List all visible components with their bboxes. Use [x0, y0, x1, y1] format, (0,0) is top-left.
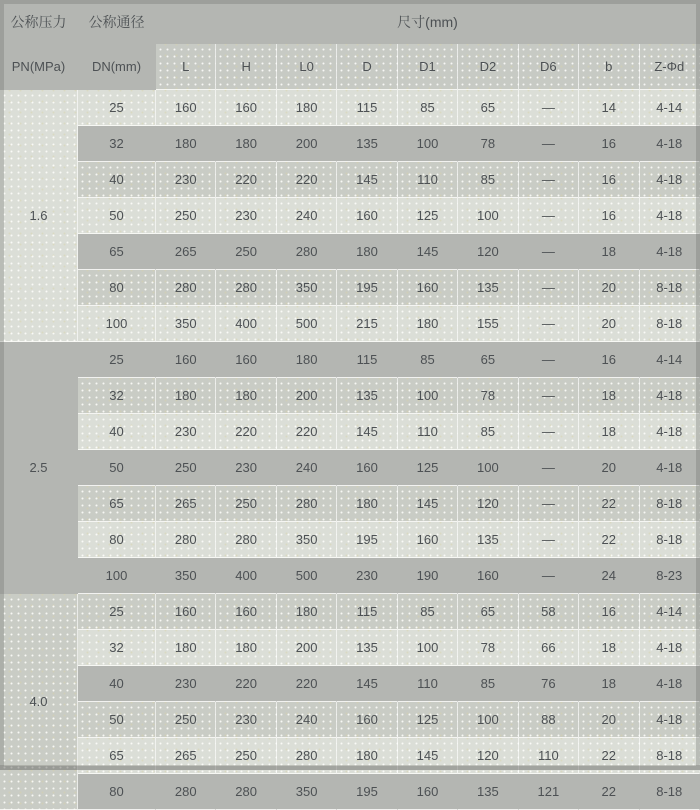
table-row	[0, 594, 700, 630]
dim-value-cell: 145	[398, 738, 458, 774]
dim-value-cell: 220	[277, 666, 337, 702]
pn-group-cell: 4.0	[0, 594, 78, 810]
header-row-columns	[0, 44, 700, 90]
size-col-header: b	[579, 44, 639, 90]
dim-value-cell: 180	[156, 378, 216, 414]
dim-value-cell: 240	[277, 702, 337, 738]
dim-value-cell: 145	[398, 486, 458, 522]
dim-value-cell: 350	[277, 774, 337, 810]
dim-value-cell: 180	[216, 126, 276, 162]
dim-value-cell: —	[519, 270, 579, 306]
size-col-header: L0	[277, 44, 337, 90]
dim-value-cell: 120	[458, 738, 518, 774]
dim-value-cell: 280	[156, 270, 216, 306]
dim-value-cell: —	[519, 558, 579, 594]
dim-value-cell: 18	[579, 666, 639, 702]
table-row	[0, 90, 700, 126]
dim-value-cell: 280	[216, 522, 276, 558]
dim-value-cell: 24	[579, 558, 639, 594]
dim-value-cell: 250	[156, 450, 216, 486]
dim-value-cell: 250	[216, 738, 276, 774]
dim-value-cell: 110	[398, 666, 458, 702]
dn-cell: 50	[78, 702, 156, 738]
dim-value-cell: 240	[277, 450, 337, 486]
dn-cell: 100	[78, 306, 156, 342]
dim-value-cell: 121	[519, 774, 579, 810]
dim-value-cell: 120	[458, 234, 518, 270]
dim-value-cell: 78	[458, 630, 518, 666]
dim-value-cell: 4-14	[640, 90, 700, 126]
dn-cell: 65	[78, 738, 156, 774]
dim-value-cell: 280	[156, 774, 216, 810]
dim-value-cell: 220	[216, 162, 276, 198]
dim-value-cell: 250	[216, 486, 276, 522]
dim-value-cell: —	[519, 234, 579, 270]
pn-title: 公称压力	[0, 0, 78, 44]
dim-value-cell: 230	[156, 666, 216, 702]
dim-value-cell: 280	[277, 486, 337, 522]
dim-value-cell: 125	[398, 702, 458, 738]
dim-value-cell: 160	[398, 270, 458, 306]
dim-value-cell: 85	[458, 162, 518, 198]
dim-value-cell: 66	[519, 630, 579, 666]
dn-title: 公称通径	[78, 0, 156, 44]
dim-value-cell: 16	[579, 594, 639, 630]
dim-value-cell: 195	[337, 774, 397, 810]
dim-value-cell: 180	[337, 234, 397, 270]
size-col-header: Z-Φd	[640, 44, 700, 90]
dim-value-cell: 8-18	[640, 738, 700, 774]
dim-value-cell: 100	[398, 378, 458, 414]
dim-value-cell: 85	[398, 594, 458, 630]
dim-value-cell: —	[519, 342, 579, 378]
dim-value-cell: 85	[458, 414, 518, 450]
dim-value-cell: 145	[398, 234, 458, 270]
table-row	[0, 774, 700, 810]
dn-cell: 50	[78, 198, 156, 234]
dim-value-cell: 8-18	[640, 774, 700, 810]
dim-value-cell: 100	[458, 198, 518, 234]
dim-value-cell: 230	[337, 558, 397, 594]
table-row	[0, 306, 700, 342]
dim-value-cell: —	[519, 126, 579, 162]
dim-value-cell: 350	[156, 558, 216, 594]
table-row	[0, 666, 700, 702]
dim-value-cell: 500	[277, 306, 337, 342]
dim-value-cell: 230	[216, 702, 276, 738]
dn-cell: 32	[78, 378, 156, 414]
dim-value-cell: —	[519, 414, 579, 450]
table-row	[0, 234, 700, 270]
dn-cell: 65	[78, 234, 156, 270]
dim-value-cell: 115	[337, 342, 397, 378]
dim-value-cell: 20	[579, 702, 639, 738]
dim-value-cell: 190	[398, 558, 458, 594]
dim-value-cell: 220	[216, 414, 276, 450]
table-row	[0, 486, 700, 522]
table-row	[0, 270, 700, 306]
dim-value-cell: 280	[156, 522, 216, 558]
dim-value-cell: 265	[156, 234, 216, 270]
dim-value-cell: —	[519, 306, 579, 342]
dim-value-cell: 20	[579, 306, 639, 342]
dim-value-cell: 4-18	[640, 162, 700, 198]
dim-value-cell: 18	[579, 414, 639, 450]
pn-group-cell: 1.6	[0, 90, 78, 342]
dim-value-cell: 120	[458, 486, 518, 522]
dn-unit-header: DN(mm)	[78, 44, 156, 90]
dim-value-cell: 58	[519, 594, 579, 630]
table-row	[0, 522, 700, 558]
table-row	[0, 738, 700, 774]
dim-value-cell: 4-18	[640, 126, 700, 162]
dim-value-cell: 500	[277, 558, 337, 594]
dim-value-cell: 65	[458, 594, 518, 630]
dim-value-cell: 265	[156, 738, 216, 774]
size-col-header: L	[156, 44, 216, 90]
dim-value-cell: 65	[458, 342, 518, 378]
dim-value-cell: 22	[579, 738, 639, 774]
table-header	[0, 0, 700, 90]
dim-value-cell: 4-18	[640, 450, 700, 486]
dim-value-cell: 88	[519, 702, 579, 738]
dn-cell: 25	[78, 90, 156, 126]
dim-value-cell: 78	[458, 126, 518, 162]
dim-value-cell: 250	[156, 198, 216, 234]
dim-value-cell: 160	[337, 702, 397, 738]
dim-value-cell: 18	[579, 378, 639, 414]
dim-value-cell: 180	[216, 378, 276, 414]
dim-value-cell: 230	[156, 162, 216, 198]
dim-value-cell: 160	[156, 90, 216, 126]
dim-value-cell: 160	[458, 558, 518, 594]
dim-value-cell: 78	[458, 378, 518, 414]
header-row-titles	[0, 0, 700, 44]
dim-value-cell: 4-18	[640, 414, 700, 450]
dim-value-cell: 160	[337, 198, 397, 234]
dim-value-cell: 8-18	[640, 486, 700, 522]
dim-value-cell: 145	[337, 666, 397, 702]
size-col-header: D2	[458, 44, 518, 90]
dim-value-cell: 85	[398, 90, 458, 126]
dim-value-cell: 180	[337, 738, 397, 774]
dn-cell: 65	[78, 486, 156, 522]
dim-value-cell: 195	[337, 270, 397, 306]
dim-value-cell: 220	[277, 414, 337, 450]
dim-value-cell: 230	[216, 198, 276, 234]
size-col-header: D1	[398, 44, 458, 90]
dim-value-cell: 200	[277, 378, 337, 414]
dim-value-cell: 180	[277, 342, 337, 378]
dim-value-cell: 4-18	[640, 666, 700, 702]
dim-value-cell: 350	[277, 270, 337, 306]
dim-value-cell: 250	[216, 234, 276, 270]
dim-value-cell: 155	[458, 306, 518, 342]
dim-value-cell: 160	[216, 594, 276, 630]
pn-unit-header: PN(MPa)	[0, 44, 78, 90]
dim-value-cell: 4-14	[640, 342, 700, 378]
dim-value-cell: 145	[337, 162, 397, 198]
dim-value-cell: 180	[277, 90, 337, 126]
dim-value-cell: 16	[579, 162, 639, 198]
dim-value-cell: —	[519, 198, 579, 234]
dim-value-cell: 20	[579, 450, 639, 486]
dim-value-cell: 100	[398, 126, 458, 162]
dim-value-cell: 200	[277, 126, 337, 162]
dim-value-cell: 4-18	[640, 702, 700, 738]
dn-cell: 100	[78, 558, 156, 594]
dim-value-cell: 180	[156, 126, 216, 162]
dim-value-cell: 280	[216, 270, 276, 306]
dim-value-cell: 22	[579, 486, 639, 522]
table-row	[0, 702, 700, 738]
dim-value-cell: 125	[398, 198, 458, 234]
dim-value-cell: 110	[519, 738, 579, 774]
dim-value-cell: 180	[398, 306, 458, 342]
dim-value-cell: 16	[579, 198, 639, 234]
dim-value-cell: 200	[277, 630, 337, 666]
dim-value-cell: 135	[337, 630, 397, 666]
dn-cell: 40	[78, 414, 156, 450]
dim-value-cell: 22	[579, 522, 639, 558]
dim-value-cell: 180	[156, 630, 216, 666]
dim-value-cell: 4-18	[640, 378, 700, 414]
table-row	[0, 198, 700, 234]
dim-value-cell: 85	[398, 342, 458, 378]
dim-value-cell: —	[519, 522, 579, 558]
table-row	[0, 558, 700, 594]
table-row	[0, 630, 700, 666]
dn-cell: 40	[78, 162, 156, 198]
dim-value-cell: 215	[337, 306, 397, 342]
dim-value-cell: 240	[277, 198, 337, 234]
dim-value-cell: 400	[216, 558, 276, 594]
table-row	[0, 342, 700, 378]
dim-value-cell: 115	[337, 594, 397, 630]
dim-value-cell: 160	[156, 594, 216, 630]
table-row	[0, 126, 700, 162]
dim-value-cell: 20	[579, 270, 639, 306]
dim-value-cell: 16	[579, 342, 639, 378]
dim-value-cell: 280	[216, 774, 276, 810]
dim-value-cell: 22	[579, 774, 639, 810]
dim-value-cell: 100	[398, 630, 458, 666]
dim-value-cell: 4-18	[640, 234, 700, 270]
dim-value-cell: 85	[458, 666, 518, 702]
dim-value-cell: 76	[519, 666, 579, 702]
dim-value-cell: —	[519, 450, 579, 486]
table-row	[0, 378, 700, 414]
dim-value-cell: 8-18	[640, 270, 700, 306]
dim-value-cell: 135	[458, 774, 518, 810]
dim-value-cell: 135	[458, 522, 518, 558]
dim-value-cell: 14	[579, 90, 639, 126]
dim-value-cell: 8-18	[640, 306, 700, 342]
dn-cell: 40	[78, 666, 156, 702]
dim-value-cell: 350	[277, 522, 337, 558]
dn-cell: 32	[78, 630, 156, 666]
size-col-header: H	[216, 44, 276, 90]
dim-value-cell: 160	[216, 90, 276, 126]
dim-value-cell: 110	[398, 162, 458, 198]
dim-value-cell: 125	[398, 450, 458, 486]
dim-value-cell: 16	[579, 126, 639, 162]
dim-value-cell: 8-23	[640, 558, 700, 594]
dim-value-cell: 400	[216, 306, 276, 342]
dim-value-cell: 160	[398, 522, 458, 558]
pn-group-cell: 2.5	[0, 342, 78, 594]
dim-value-cell: 100	[458, 702, 518, 738]
dim-value-cell: 160	[337, 450, 397, 486]
dim-value-cell: 135	[337, 378, 397, 414]
dim-value-cell: 280	[277, 738, 337, 774]
dim-value-cell: 4-18	[640, 198, 700, 234]
dim-value-cell: 145	[337, 414, 397, 450]
size-col-header: D6	[519, 44, 579, 90]
dim-value-cell: 160	[216, 342, 276, 378]
table-row	[0, 162, 700, 198]
dim-value-cell: 100	[458, 450, 518, 486]
dn-cell: 50	[78, 450, 156, 486]
dim-value-cell: 18	[579, 234, 639, 270]
dim-value-cell: 265	[156, 486, 216, 522]
dim-value-cell: 230	[156, 414, 216, 450]
dim-value-cell: 230	[216, 450, 276, 486]
dim-value-cell: 4-18	[640, 630, 700, 666]
dim-value-cell: 135	[337, 126, 397, 162]
dim-value-cell: 180	[216, 630, 276, 666]
dim-value-cell: 110	[398, 414, 458, 450]
dn-cell: 80	[78, 774, 156, 810]
size-title: 尺寸(mm)	[156, 0, 700, 44]
dim-value-cell: —	[519, 378, 579, 414]
dim-value-cell: 180	[277, 594, 337, 630]
dim-value-cell: 195	[337, 522, 397, 558]
dim-value-cell: 350	[156, 306, 216, 342]
dim-value-cell: 8-18	[640, 522, 700, 558]
dn-cell: 80	[78, 522, 156, 558]
dim-value-cell: 250	[156, 702, 216, 738]
dim-value-cell: 18	[579, 630, 639, 666]
dim-value-cell: 115	[337, 90, 397, 126]
dn-cell: 25	[78, 342, 156, 378]
dim-value-cell: 160	[398, 774, 458, 810]
table-row	[0, 450, 700, 486]
dim-value-cell: —	[519, 90, 579, 126]
table-row	[0, 414, 700, 450]
size-col-header: D	[337, 44, 397, 90]
table-body	[0, 90, 700, 810]
dim-value-cell: 220	[216, 666, 276, 702]
dim-value-cell: 220	[277, 162, 337, 198]
dn-cell: 80	[78, 270, 156, 306]
dim-value-cell: 280	[277, 234, 337, 270]
dim-value-cell: 180	[337, 486, 397, 522]
dim-value-cell: 65	[458, 90, 518, 126]
dn-cell: 25	[78, 594, 156, 630]
dim-value-cell: 160	[156, 342, 216, 378]
dn-cell: 32	[78, 126, 156, 162]
dim-value-cell: 135	[458, 270, 518, 306]
dim-value-cell: —	[519, 486, 579, 522]
dim-value-cell: 4-14	[640, 594, 700, 630]
dim-value-cell: —	[519, 162, 579, 198]
